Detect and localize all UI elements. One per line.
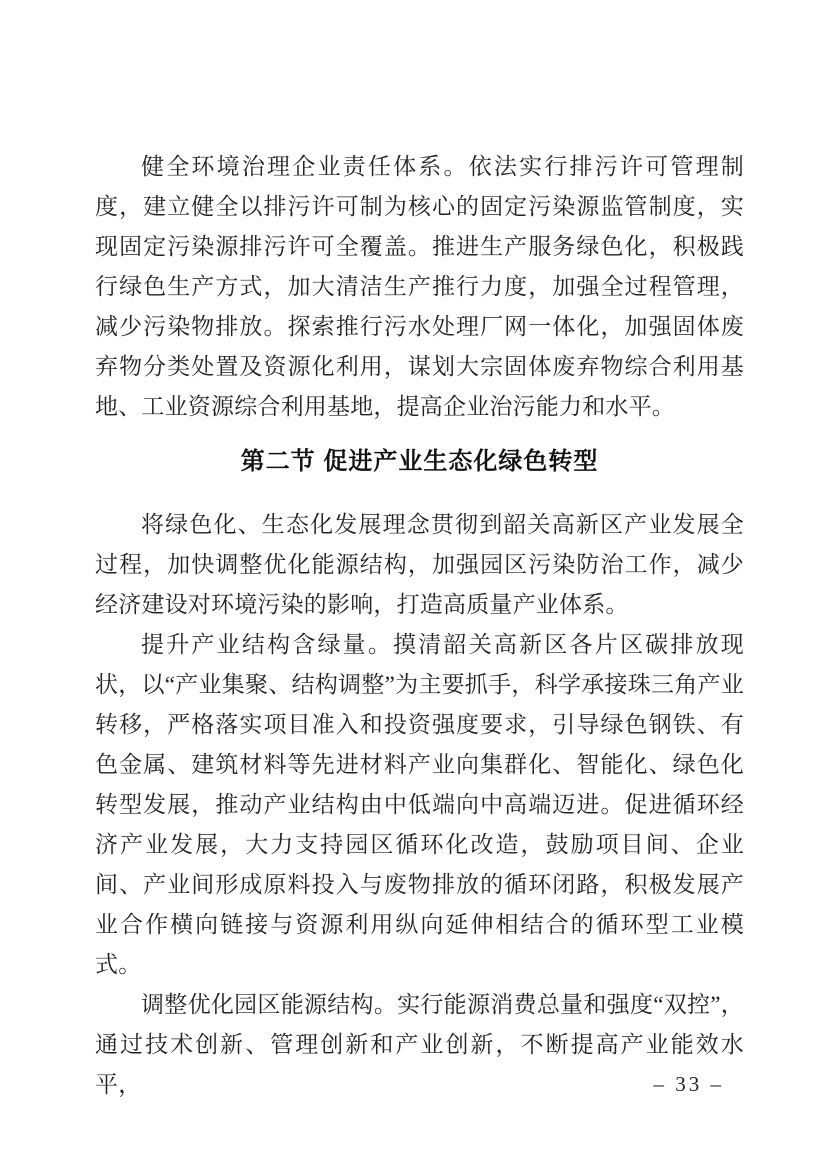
section-heading: 第二节 促进产业生态化绿色转型: [240, 448, 599, 475]
paragraph-industrial-structure: 提升产业结构含绿量。摸清韶关高新区各片区碳排放现状，以“产业集聚、结构调整”为主要抓手，科学承接珠三角产业转移，严格落实项目准入和投资强度要求，引导绿色钢铁、有色金属、建筑材料等先进材料产业向集群化、智能化、绿色化转型发展，推动产业结构由中低端向中高端迈进。促进循环经济产业发展，大力支持园区循环化改造，鼓励项目间、企业间、产业间形成原料投入与废物排放的循环闭路，积极发展产业合作横向链接与资源利用纵向延伸相结合的循环型工业模式。: [95, 632, 744, 977]
paragraph-energy-structure: 调整优化园区能源结构。实行能源消费总量和强度“双控”，通过技术创新、管理创新和产业创新，不断提高产业能效水平，: [95, 992, 744, 1097]
paragraph-environment-governance: 健全环境治理企业责任体系。依法实行排污许可管理制度，建立健全以排污许可制为核心的固定污染源监管制度，实现固定污染源排污许可全覆盖。推进生产服务绿色化，积极践行绿色生产方式，加大清洁生产推行力度，加强全过程管理，减少污染物排放。探索推行污水处理厂网一体化，加强固体废弃物分类处置及资源化利用，谋划大宗固体废弃物综合利用基地、工业资源综合利用基地，提高企业治污能力和水平。: [95, 154, 744, 419]
page-content: [95, 147, 744, 1105]
page-number: – 33 –: [653, 1072, 724, 1096]
paragraph-green-transition-intro: 将绿色化、生态化发展理念贯彻到韶关高新区产业发展全过程，加快调整优化能源结构，加强园区污染防治工作，减少经济建设对环境污染的影响，打造高质量产业体系。: [95, 512, 744, 617]
